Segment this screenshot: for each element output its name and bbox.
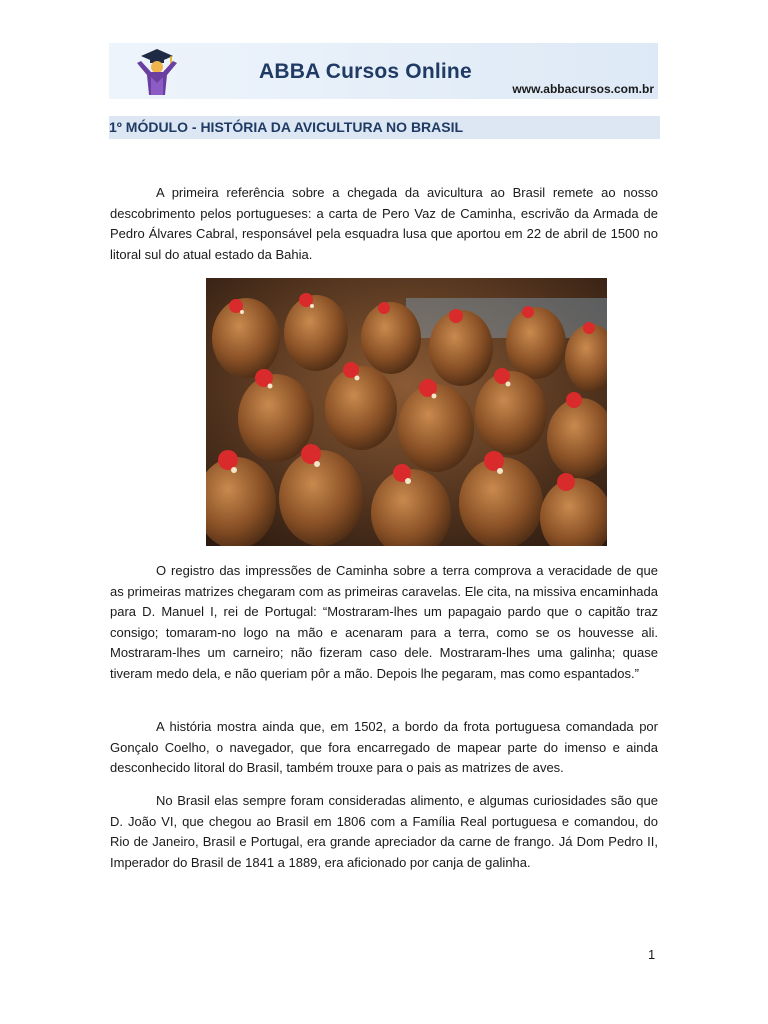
module-heading-bar [109,116,660,139]
paragraph-3: A história mostra ainda que, em 1502, a bordo da frota portuguesa comandada por Gonçalo Coelho, o navegador, que fora encarregado de mapear parte do imenso e ainda desconhecido litoral do Brasil, também trouxe para o pais as matrizes de aves. [110,719,658,775]
hens-photo [206,278,607,546]
brand-name: ABBA Cursos Online [259,60,472,83]
graduate-figure-icon [133,47,181,97]
page-number: 1 [648,947,656,962]
module-title: 1º MÓDULO - HISTÓRIA DA AVICULTURA NO BRASIL [109,119,464,135]
paragraph-4: No Brasil elas sempre foram consideradas alimento, e algumas curiosidades são que D. João VI, que chegou ao Brasil em 1806 com a Família Real portuguesa e comandou, do Rio de Janeiro, Brasil e Portugal, era grande apreciador da carne de frango. Já Dom Pedro II, Imperador do Brasil de 1841 a 1889, era aficionado por canja de galinha. [110,793,658,870]
paragraph-2: O registro das impressões de Caminha sobre a terra comprova a veracidade de que as primeiras matrizes chegaram com as primeiras caravelas. Ele cita, na missiva encaminhada para D. Manuel I, rei de Portugal: “Mostraram-lhes um papagaio pardo que o capitão traz consigo; tomaram-no logo na mão e acenaram para a terra, como se os houvesse ali. Mostraram-lhes um carneiro; não fizeram caso dele. Mostraram-lhes uma galinha; quase tiveram medo dela, e não queriam pôr a mão. Depois lhe pegaram, mas como espantados.” [110,563,658,681]
page-header [109,43,658,99]
paragraph-1: A primeira referência sobre a chegada da avicultura ao Brasil remete ao nosso descobrimento pelos portugueses: a carta de Pero Vaz de Caminha, escrivão da Armada de Pedro Álvares Cabral, responsável pela esquadra lusa que aportou em 22 de abril de 1500 no litoral sul do atual estado da Bahia. [110,185,658,262]
site-url[interactable]: www.abbacursos.com.br [512,82,654,96]
